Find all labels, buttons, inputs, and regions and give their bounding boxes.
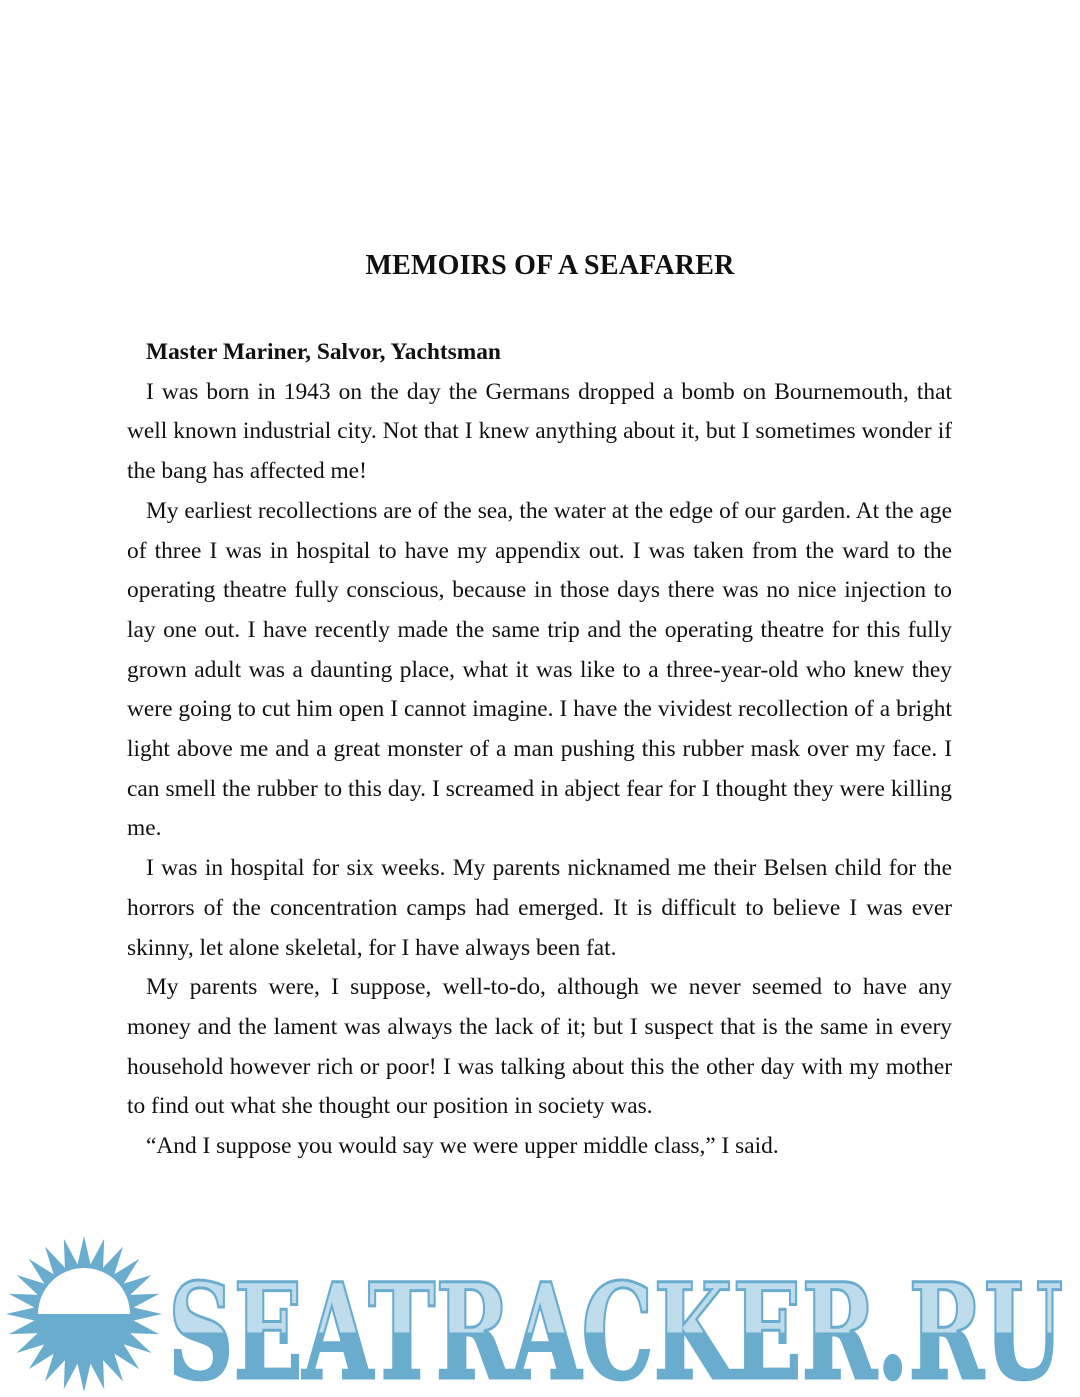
body-text (127, 333, 952, 1167)
paragraph: My earliest recollections are of the sea, the water at the edge of our garden. At the age of three I was in hospital to have my appendix out. I was taken from the ward to the operating theatre fully conscious, because in those days there was no nice injection to lay one out. I have recently made the same trip and the operating theatre for this fully grown adult was a daunting place, what it was like to a three-year-old who knew they were going to cut him open I cannot imagine. I have the vividest recollection of a bright light above me and a great monster of a man pushing this rubber mask over my face. I can smell the rubber to this day. I screamed in abject fear for I thought they were killing me. (127, 497, 952, 842)
paragraph: My parents were, I suppose, well-to-do, although we never seemed to have any money and the lament was always the lack of it; but I suspect that is the same in every household however rich or poor! I was talking about this the other day with my mother to find out what she thought our position in society was. (127, 974, 952, 1120)
paragraph: I was in hospital for six weeks. My parents nicknamed me their Belsen child for the horrors of the concentration camps had emerged. It is difficult to believe I was ever skinny, let alone skeletal, for I have always been fat. (127, 855, 952, 961)
paragraph: I was born in 1943 on the day the Germans dropped a bomb on Bournemouth, that well known industrial city. Not that I knew anything about it, but I sometimes wonder if the bang has affected me! (127, 378, 952, 485)
subtitle: Master Mariner, Salvor, Yachtsman (146, 339, 501, 365)
page-title: MEMOIRS OF A SEAFARER (365, 250, 735, 281)
sun-icon (6, 1236, 162, 1392)
paragraph: “And I suppose you would say we were upper middle class,” I said. (146, 1133, 779, 1160)
watermark-logo (0, 1232, 1080, 1397)
watermark-text: SEATRACKER.RU (168, 1255, 1063, 1397)
